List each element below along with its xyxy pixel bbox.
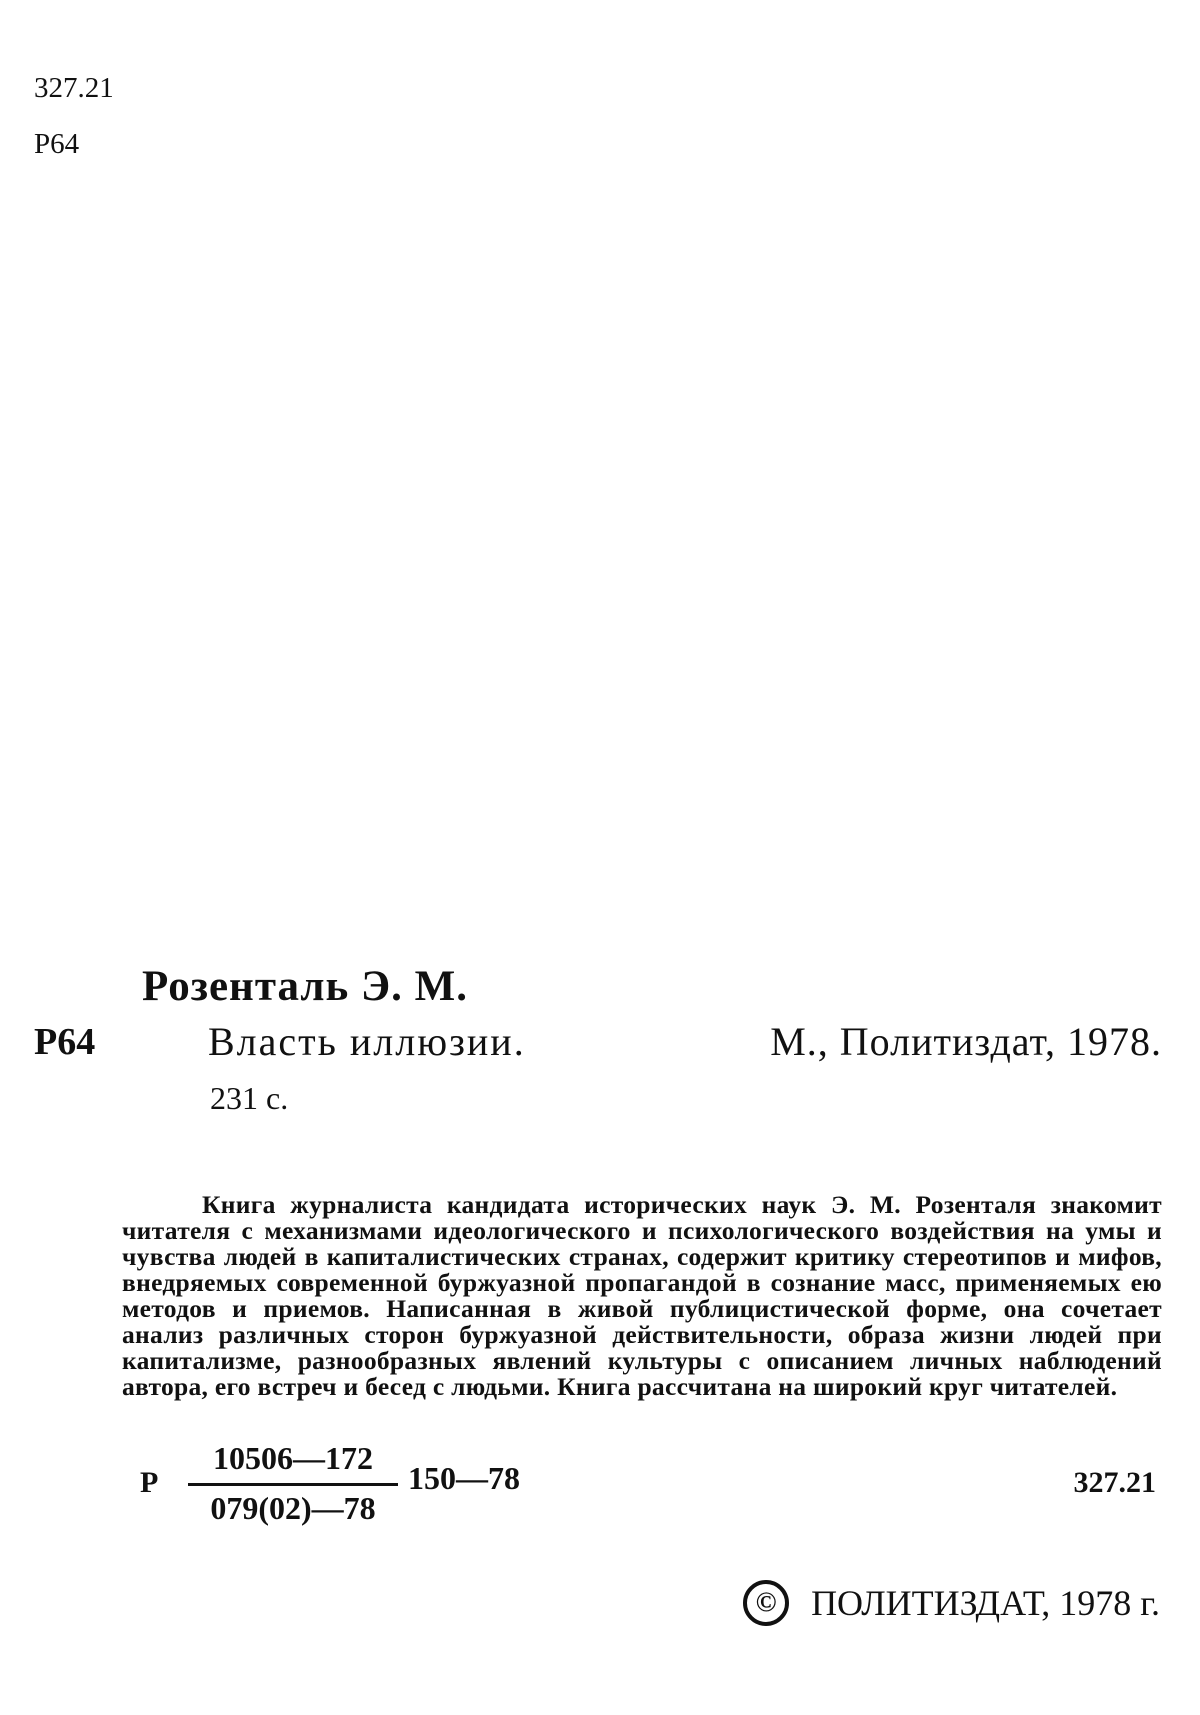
copyright-text: ПОЛИТИЗДАТ, 1978 г. [811, 1583, 1160, 1623]
copyright-icon: © [743, 1580, 789, 1626]
copyright-line [743, 1580, 1160, 1626]
page-count: 231 с. [210, 1080, 289, 1116]
author-name: Розенталь Э. М. [142, 963, 468, 1010]
author-code-top: Р64 [34, 128, 80, 160]
index-tail: 150—78 [408, 1460, 520, 1496]
author-code: Р64 [34, 1021, 96, 1063]
book-title: Власть иллюзии. [208, 1019, 526, 1064]
imprint: М., Политиздат, 1978. [770, 1019, 1162, 1064]
index-numerator: 10506—172 [213, 1440, 373, 1476]
index-fraction [188, 1440, 398, 1527]
annotation-paragraph: Книга журналиста кандидата исторических наук Э. М. Розенталя знакомит читателя с механизмами идеологического и психологического воздействия на умы и чувства людей в капиталистических странах, содержит критику стереотипов и мифов, внедряемых современной буржуазной пропагандой в сознание масс, применяемых ею методов и приемов. Написанная в живой публицистической форме, она сочетает анализ различных сторон буржуазной действительности, образа жизни людей при капитализме, разнообразных явлений культуры с описанием личных наблюдений автора, его встреч и бесед с людьми. Книга рассчитана на широкий круг читателей. [122, 1189, 1162, 1401]
index-denominator: 079(02)—78 [210, 1490, 376, 1526]
udk-code-top: 327.21 [34, 72, 114, 104]
udk-code-bottom: 327.21 [1073, 1466, 1156, 1499]
index-letter: Р [140, 1466, 159, 1499]
